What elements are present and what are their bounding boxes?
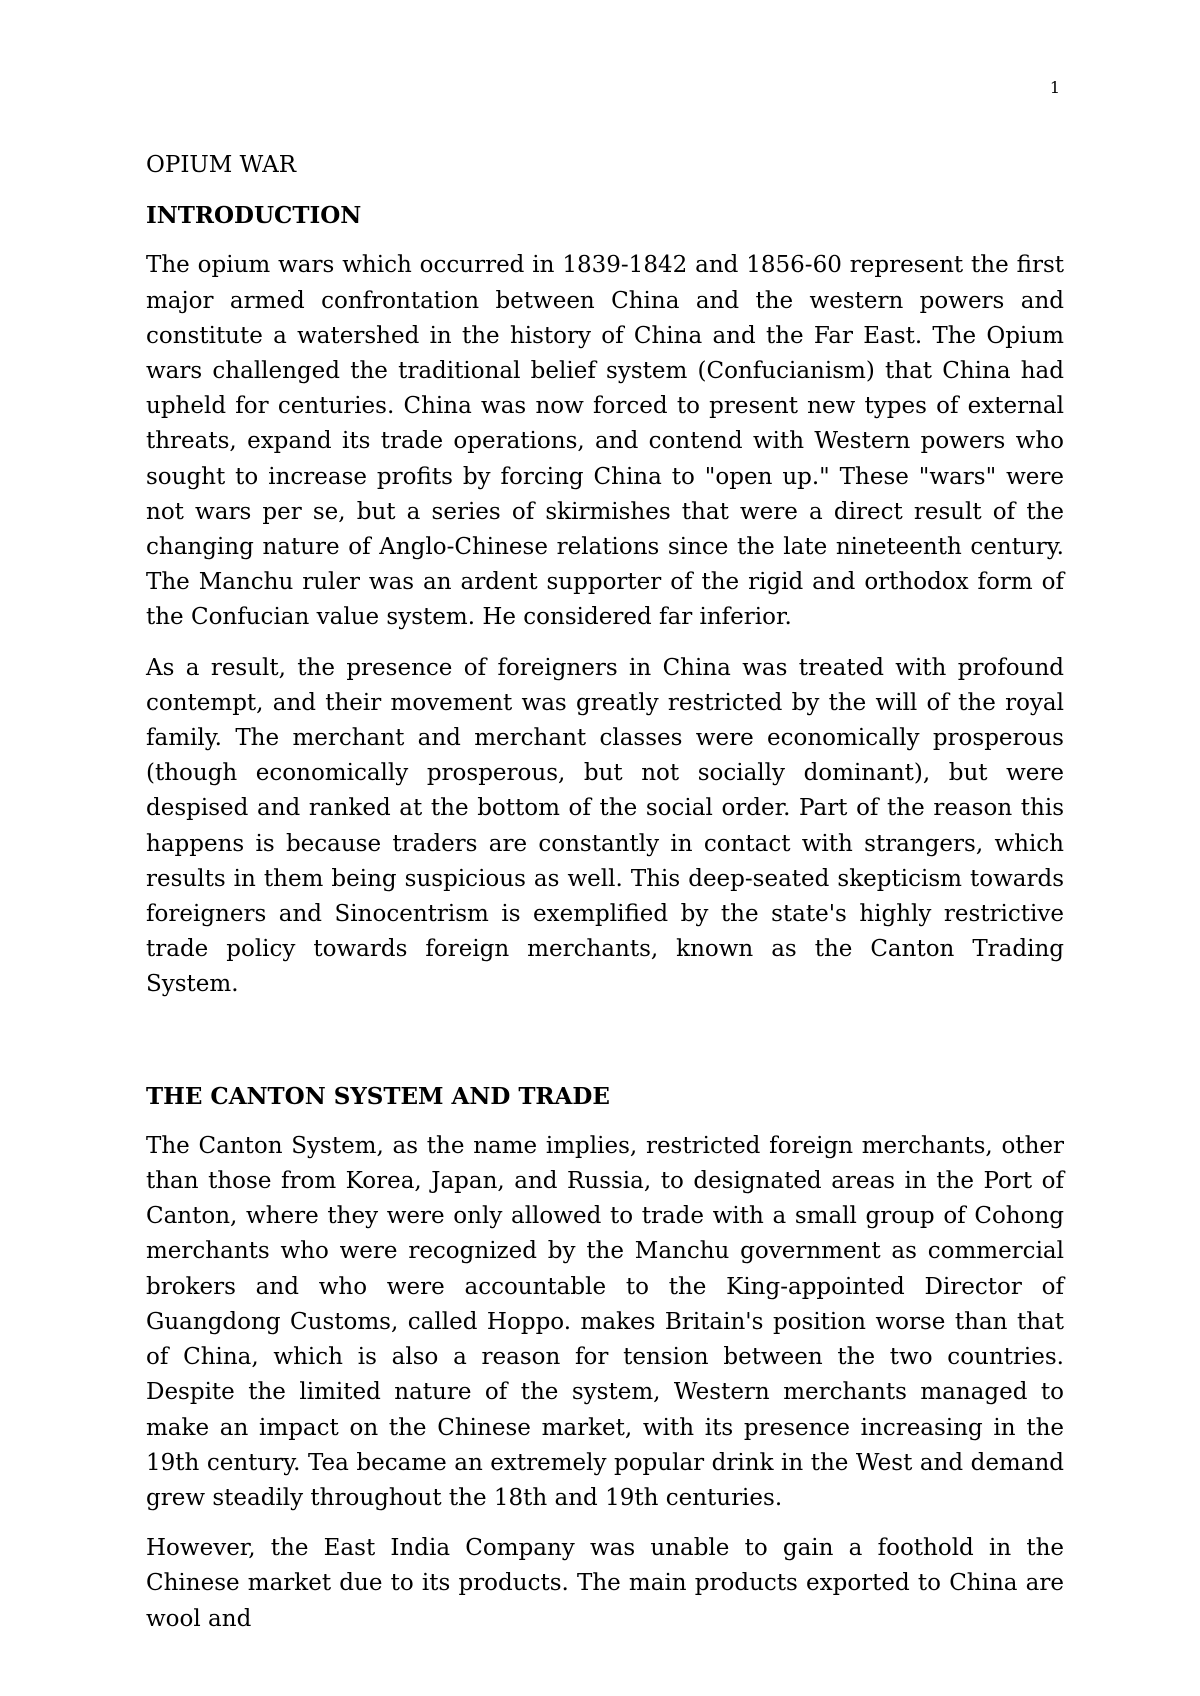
- document-title: OPIUM WAR: [146, 152, 297, 178]
- paragraph: The opium wars which occurred in 1839-1842 and 1856-60 represent the first major armed confrontation between China and the western powers and constitute a watershed in the history of China and the Far East. The Opium wars challenged the traditional belief system (Confucianism) that China had upheld for centuries. China was now forced to present new types of external threats, expand its trade operations, and contend with Western powers who sought to increase profits by forcing China to "open up." These "wars" were not wars per se, but a series of skirmishes that were a direct result of the changing nature of Anglo-Chinese relations since the late nineteenth century. The Manchu ruler was an ardent supporter of the rigid and orthodox form of the Confucian value system. He considered far inferior.: [146, 252, 1064, 631]
- section-heading-canton-system: THE CANTON SYSTEM AND TRADE: [146, 1082, 610, 1110]
- page-number: 1: [1049, 78, 1060, 97]
- document-body: [146, 148, 1064, 1652]
- paragraph: However, the East India Company was unable to gain a foothold in the Chinese market due to its products. The main products exported to China are wool and: [146, 1535, 1064, 1632]
- section-heading-introduction: INTRODUCTION: [146, 202, 362, 230]
- paragraph: The Canton System, as the name implies, restricted foreign merchants, other than those from Korea, Japan, and Russia, to designated areas in the Port of Canton, where they were only allowed to trade with a small group of Cohong merchants who were recognized by the Manchu government as commercial brokers and who were accountable to the King-appointed Director of Guangdong Customs, called Hoppo. makes Britain's position worse than that of China, which is also a reason for tension between the two countries. Despite the limited nature of the system, Western merchants managed to make an impact on the Chinese market, with its presence increasing in the 19th century. Tea became an extremely popular drink in the West and demand grew steadily throughout the 18th and 19th centuries.: [146, 1132, 1064, 1511]
- paragraph: As a result, the presence of foreigners in China was treated with profound contempt, and their movement was greatly restricted by the will of the royal family. The merchant and merchant classes were economically prosperous (though economically prosperous, but not socially dominant), but were despised and ranked at the bottom of the social order. Part of the reason this happens is because traders are constantly in contact with strangers, which results in them being suspicious as well. This deep-seated skepticism towards foreigners and Sinocentrism is exemplified by the state's highly restrictive trade policy towards foreign merchants, known as the Canton Trading System.: [146, 654, 1064, 998]
